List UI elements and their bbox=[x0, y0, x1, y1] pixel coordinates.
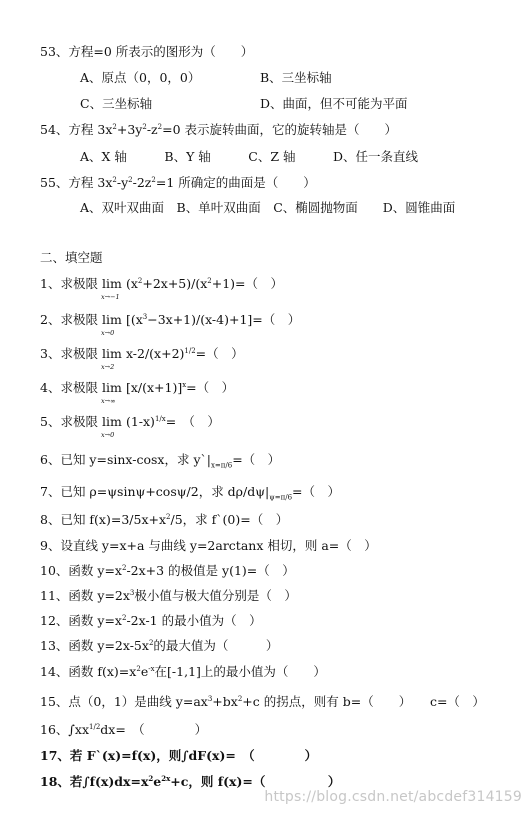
q53-option-b: B、三坐标轴 bbox=[260, 70, 332, 85]
lim-symbol: lim x→2 bbox=[100, 346, 122, 371]
q53-option-a: A、原点（0，0，0） bbox=[80, 70, 201, 85]
fill-q9: 9、设直线 y=x+a 与曲线 y=2arctanx 相切，则 a=（ ） bbox=[40, 538, 377, 553]
q53-option-c: C、三坐标轴 bbox=[80, 96, 153, 111]
watermark: https://blog.csdn.net/abcdef314159 bbox=[264, 789, 522, 805]
fill-q10: 10、函数 $y=x^2-2x+3$ 的极值是 y(1)=（ ） bbox=[40, 563, 295, 578]
fill-q18: 18、若$\int f(x)dx=x^2e^{2x}+c$，则 f(x)=（ ） bbox=[40, 774, 341, 789]
q55-options: A、双叶双曲面 B、单叶双曲面 C、椭圆抛物面 D、圆锥曲面 bbox=[80, 200, 456, 215]
fill-q14: 14、函数 $f(x)=x^2e^{-x}$在[-1,1]上的最小值为（ ） bbox=[40, 664, 326, 679]
lim-symbol: lim x→0 bbox=[100, 414, 122, 439]
fill-q16: 16、$\int xx^{1/2}dx=$ （ ） bbox=[40, 722, 208, 737]
q54-options: A、X 轴 B、Y 轴 C、Z 轴 D、任一条直线 bbox=[80, 149, 419, 164]
fill-q17: 17、若 F`(x)=f(x)，则∫dF(x)= （ ） bbox=[40, 748, 318, 763]
q54-stem: 54、方程 $3x^2+3y^2-z^2=0$ 表示旋转曲面，它的旋转轴是（ ） bbox=[40, 122, 398, 137]
fill-q2: 2、求极限 lim x→0 $[(x^3-3x+1)/(x-4)+1]=$（ ） bbox=[40, 312, 301, 337]
lim-symbol: lim x→∞ bbox=[100, 380, 122, 405]
lim-symbol: lim x→0 bbox=[100, 312, 122, 337]
fill-q12: 12、函数 $y=x^2-2x-1$ 的最小值为（ ） bbox=[40, 613, 262, 628]
q53-option-d: D、曲面，但不可能为平面 bbox=[260, 96, 408, 111]
fill-q1: 1、求极限 lim x→−1 $(x^2+2x+5)/(x^2+1)=$（ ） bbox=[40, 276, 284, 301]
fill-q6: 6、已知 y=sinx-cosx，求 $y`|_{x=\pi/6}=$（ ） bbox=[40, 452, 281, 470]
fill-q15: 15、点（0，1）是曲线 $y=ax^3+bx^2+c$ 的拐点，则有 b=（ ） c=（ ） bbox=[40, 694, 485, 709]
fill-q3: 3、求极限 lim x→2 $x-2/(x+2)^{1/2}=$（ ） bbox=[40, 346, 244, 371]
fill-q11: 11、函数 $y=2x^3$极小值与极大值分别是（ ） bbox=[40, 588, 297, 603]
fill-q13: 13、函数 $y=2x-5x^2$的最大值为（ ） bbox=[40, 638, 279, 653]
lim-symbol: lim x→−1 bbox=[100, 276, 122, 301]
fill-q4: 4、求极限 lim x→∞ $[x/(x+1)]^x=$（ ） bbox=[40, 380, 235, 405]
fill-q8: 8、已知 $f(x)=3/5x+x^2/5$，求 f`(0)=（ ） bbox=[40, 512, 289, 527]
section-title: 二、填空题 bbox=[40, 250, 103, 265]
q55-stem: 55、方程 $3x^2-y^2-2z^2=1$ 所确定的曲面是（ ） bbox=[40, 175, 316, 190]
q53-stem: 53、方程=0 所表示的图形为（ ） bbox=[40, 44, 254, 59]
fill-q7: 7、已知 ρ=ψsinψ+cosψ/2，求 $d\rho/d\psi|_{\psi=\pi/6}=$（ ） bbox=[40, 484, 341, 502]
fill-q5: 5、求极限 lim x→0 $(1-x)^{1/x}=$ （ ） bbox=[40, 414, 220, 439]
